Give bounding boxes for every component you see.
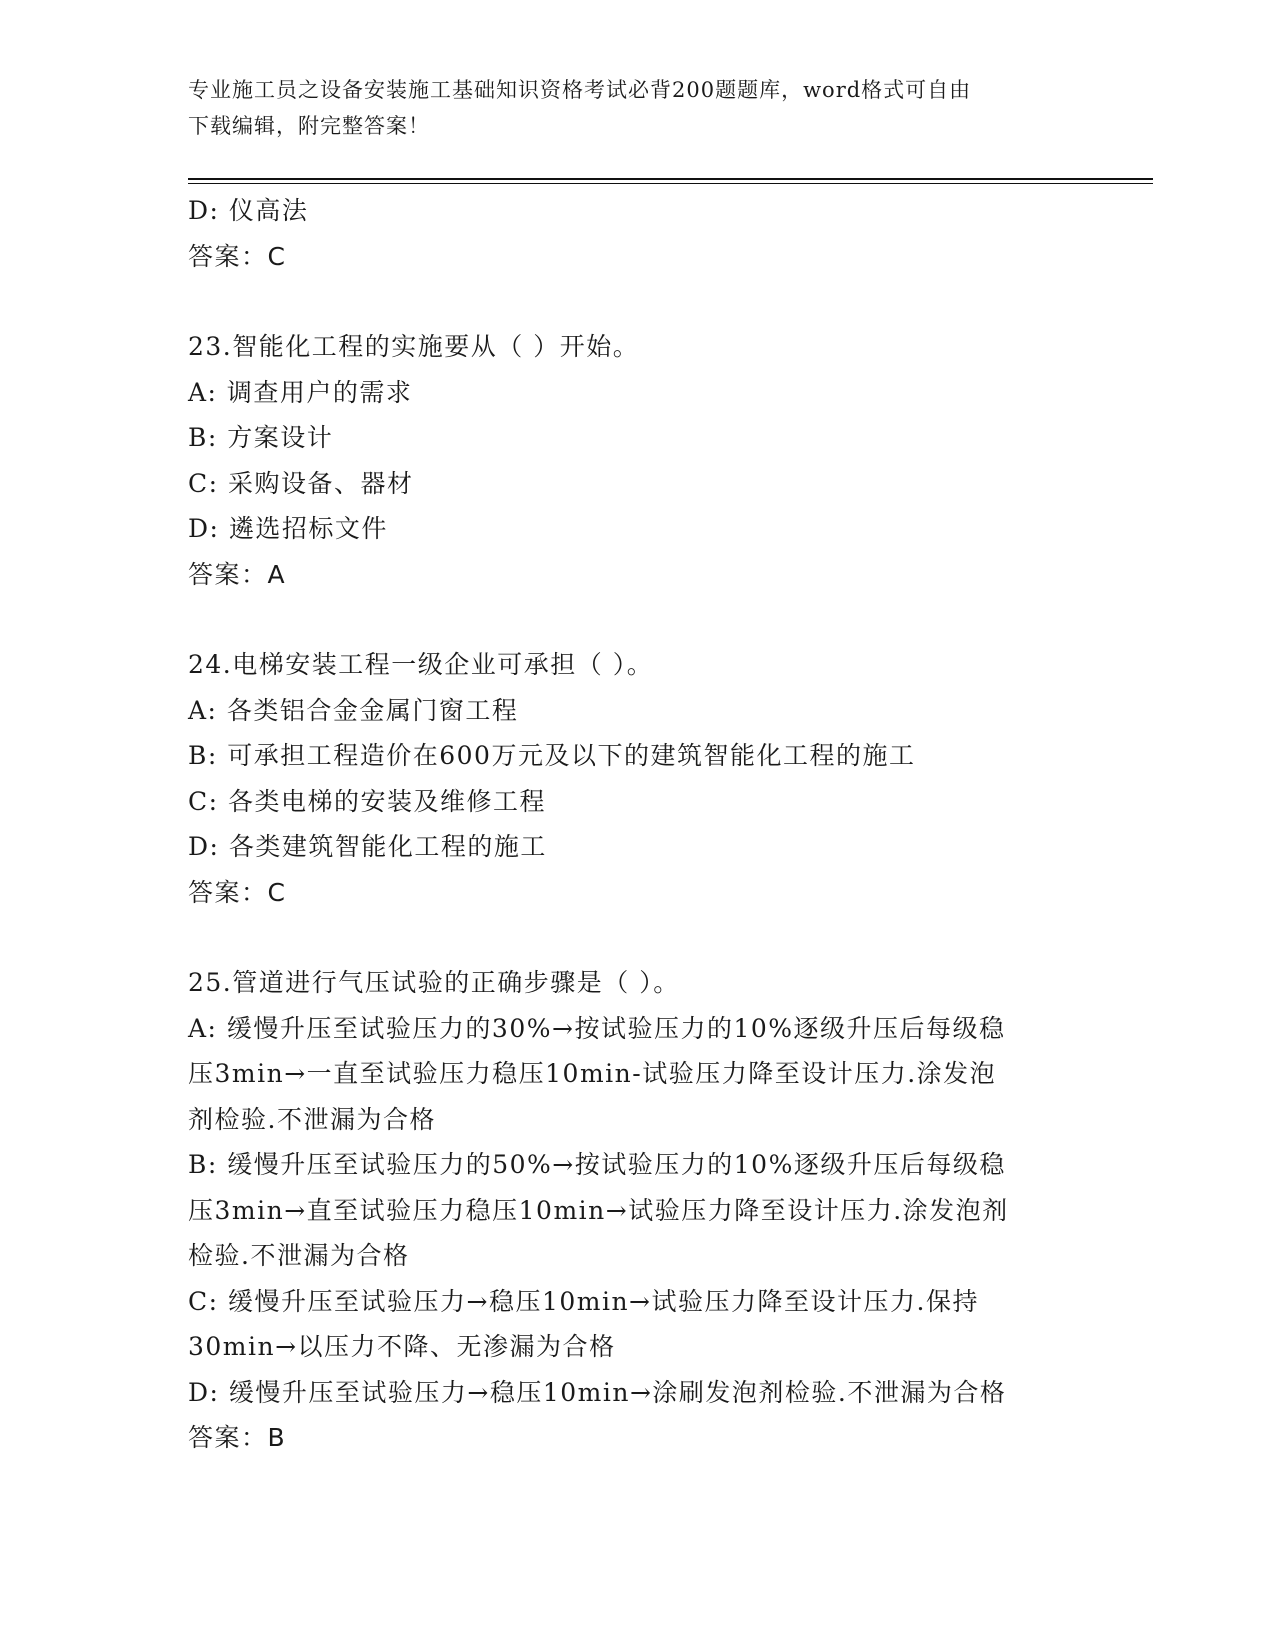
question-stem: 24.电梯安装工程一级企业可承担（ ）。 — [188, 650, 654, 679]
answer: 答案：B — [188, 1423, 287, 1452]
header-rule-thin — [188, 183, 1153, 184]
question-23 — [188, 324, 1088, 597]
option-d: D: 遴选招标文件 — [188, 514, 388, 543]
question-25 — [188, 960, 1088, 1461]
option-c: C: 各类电梯的安装及维修工程 — [188, 786, 546, 816]
option-b-line-2: 压3min→直至试验压力稳压10min→试验压力降至设计压力.涂发泡剂 — [188, 1195, 1009, 1225]
answer: 答案：A — [188, 559, 287, 589]
option-c: C: 采购设备、器材 — [188, 468, 414, 498]
option-b-line-3: 检验.不泄漏为合格 — [188, 1241, 410, 1270]
header-line-1: 专业施工员之设备安装施工基础知识资格考试必背200题题库，word格式可自由 — [188, 78, 972, 102]
prev-answer: 答案：C — [188, 241, 287, 271]
spacer — [188, 279, 1088, 324]
option-d: D: 缓慢升压至试验压力→稳压10min→涂刷发泡剂检验.不泄漏为合格 — [188, 1377, 1007, 1407]
question-stem: 25.管道进行气压试验的正确步骤是（ ）。 — [188, 968, 680, 997]
option-a-line-1: A: 缓慢升压至试验压力的30%→按试验压力的10%逐级升压后每级稳 — [188, 1013, 1006, 1043]
answer: 答案：C — [188, 877, 287, 907]
spacer — [188, 915, 1088, 960]
option-a: A: 调查用户的需求 — [188, 377, 413, 407]
question-content — [188, 188, 1088, 1461]
option-a-line-2: 压3min→一直至试验压力稳压10min-试验压力降至设计压力.涂发泡 — [188, 1059, 997, 1088]
question-stem: 23.智能化工程的实施要从（ ）开始。 — [188, 332, 640, 361]
option-c-line-1: C: 缓慢升压至试验压力→稳压10min→试验压力降至设计压力.保持 — [188, 1286, 979, 1316]
question-24 — [188, 642, 1088, 915]
option-b: B: 可承担工程造价在600万元及以下的建筑智能化工程的施工 — [188, 741, 916, 770]
prev-option-d: D: 仪高法 — [188, 196, 309, 225]
option-b-line-1: B: 缓慢升压至试验压力的50%→按试验压力的10%逐级升压后每级稳 — [188, 1150, 1006, 1179]
header-line-2: 下载编辑，附完整答案！ — [188, 114, 430, 138]
spacer — [188, 597, 1088, 642]
option-a: A: 各类铝合金金属门窗工程 — [188, 695, 519, 725]
option-b: B: 方案设计 — [188, 423, 334, 452]
option-c-line-2: 30min→以压力不降、无渗漏为合格 — [188, 1332, 616, 1361]
header-rule-thick — [188, 178, 1153, 180]
option-d: D: 各类建筑智能化工程的施工 — [188, 832, 547, 861]
option-a-line-3: 剂检验.不泄漏为合格 — [188, 1104, 436, 1134]
document-header — [188, 72, 1068, 144]
